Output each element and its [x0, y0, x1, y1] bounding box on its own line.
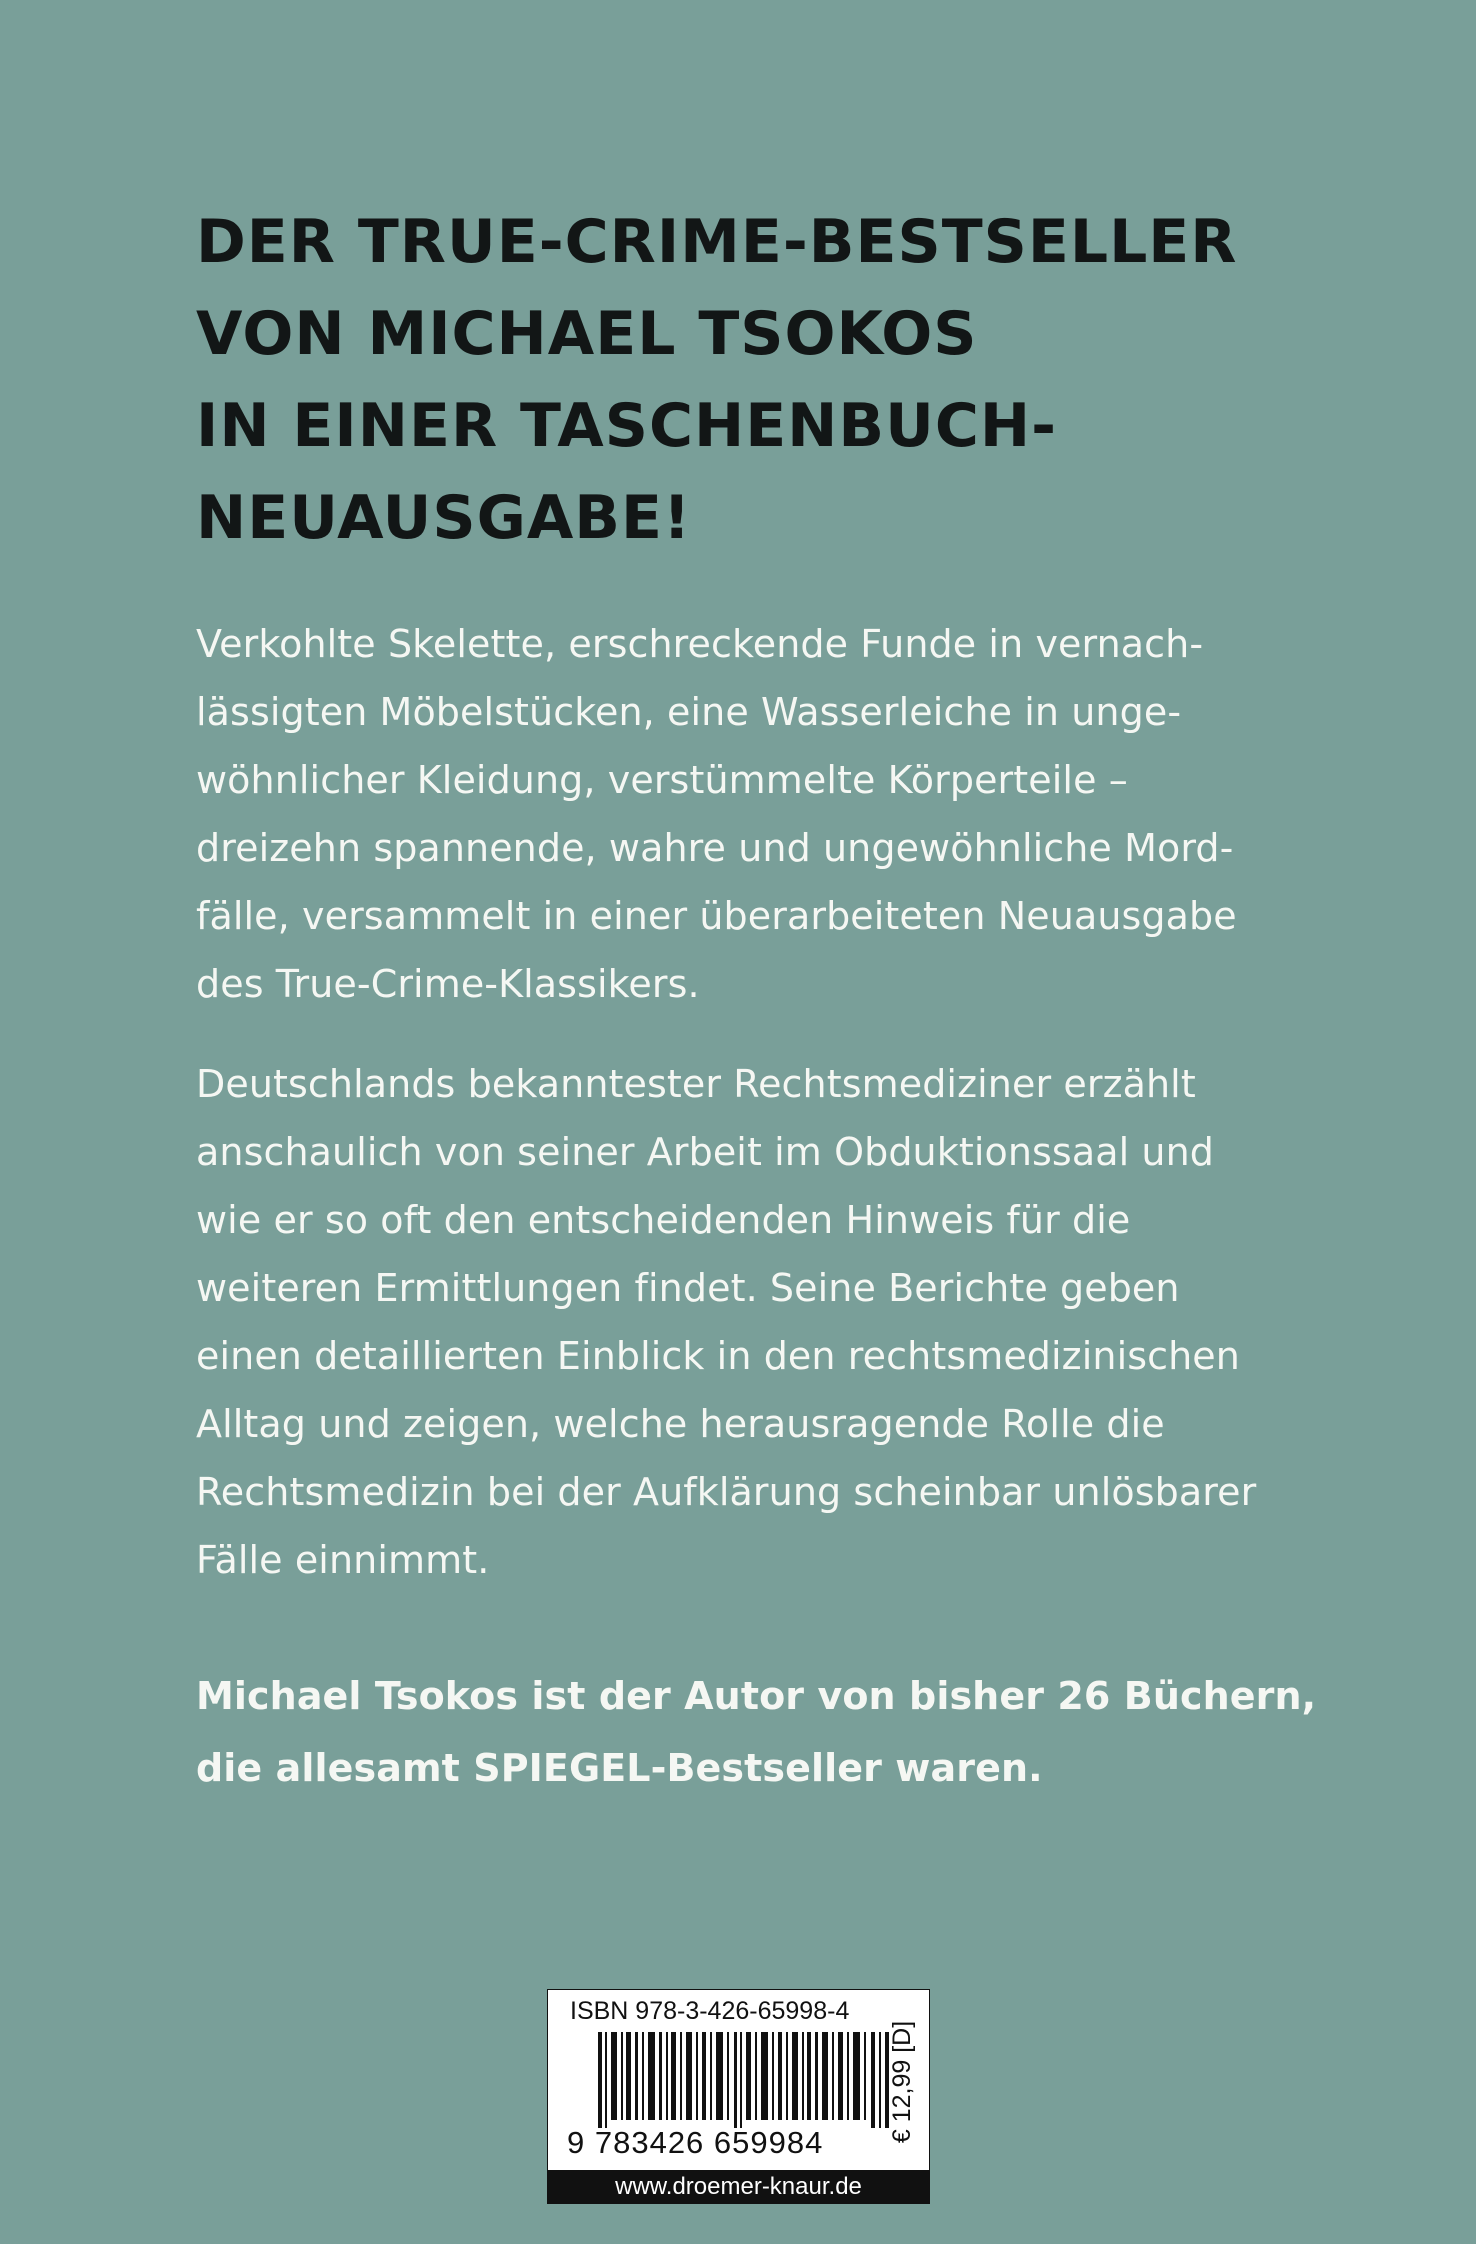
headline-line-4: NEUAUSGABE!: [196, 483, 692, 553]
author-note-line: Michael Tsokos ist der Autor von bisher 26 Büchern,: [196, 1674, 1317, 1718]
description-line: Deutschlands bekanntester Rechtsmediziner erzählt: [196, 1062, 1196, 1106]
barcode-number: 9 783426 659984: [567, 2125, 824, 2160]
isbn-barcode-box: [547, 1989, 930, 2173]
headline-line-2: VON MICHAEL TSOKOS: [196, 299, 978, 369]
headline: [196, 196, 1336, 564]
description-line: anschaulich von seiner Arbeit im Obduktionssaal und: [196, 1130, 1215, 1174]
headline-line-3: IN EINER TASCHENBUCH-: [196, 391, 1057, 461]
description-line: dreizehn spannende, wahre und ungewöhnliche Mord-: [196, 826, 1234, 870]
headline-line-1: DER TRUE-CRIME-BESTSELLER: [196, 207, 1238, 277]
price-label: € 12,99 [D]: [888, 2020, 916, 2144]
author-note-line: die allesamt SPIEGEL-Bestseller waren.: [196, 1746, 1043, 1790]
description-line: wöhnlicher Kleidung, verstümmelte Körperteile –: [196, 758, 1128, 802]
description-line: Fälle einnimmt.: [196, 1538, 490, 1582]
description-paragraph-2: [196, 1050, 1306, 1594]
description-paragraph-1: [196, 610, 1306, 1018]
description-line: Verkohlte Skelette, erschreckende Funde in vernach-: [196, 622, 1204, 666]
author-note: [196, 1660, 1317, 1804]
publisher-website: www.droemer-knaur.de: [547, 2170, 930, 2204]
description-line: lässigten Möbelstücken, eine Wasserleiche in unge-: [196, 690, 1182, 734]
description-line: wie er so oft den entscheidenden Hinweis für die: [196, 1198, 1131, 1242]
description-line: Alltag und zeigen, welche herausragende Rolle die: [196, 1402, 1165, 1446]
isbn-label: ISBN 978-3-426-65998-4: [570, 1997, 850, 2025]
description-line: einen detaillierten Einblick in den rechtsmedizinischen: [196, 1334, 1240, 1378]
barcode-icon: [598, 2032, 890, 2128]
description-line: des True-Crime-Klassikers.: [196, 962, 700, 1006]
description-line: fälle, versammelt in einer überarbeiteten Neuausgabe: [196, 894, 1237, 938]
description-line: weiteren Ermittlungen findet. Seine Berichte geben: [196, 1266, 1180, 1310]
description-line: Rechtsmedizin bei der Aufklärung scheinbar unlösbarer: [196, 1470, 1257, 1514]
